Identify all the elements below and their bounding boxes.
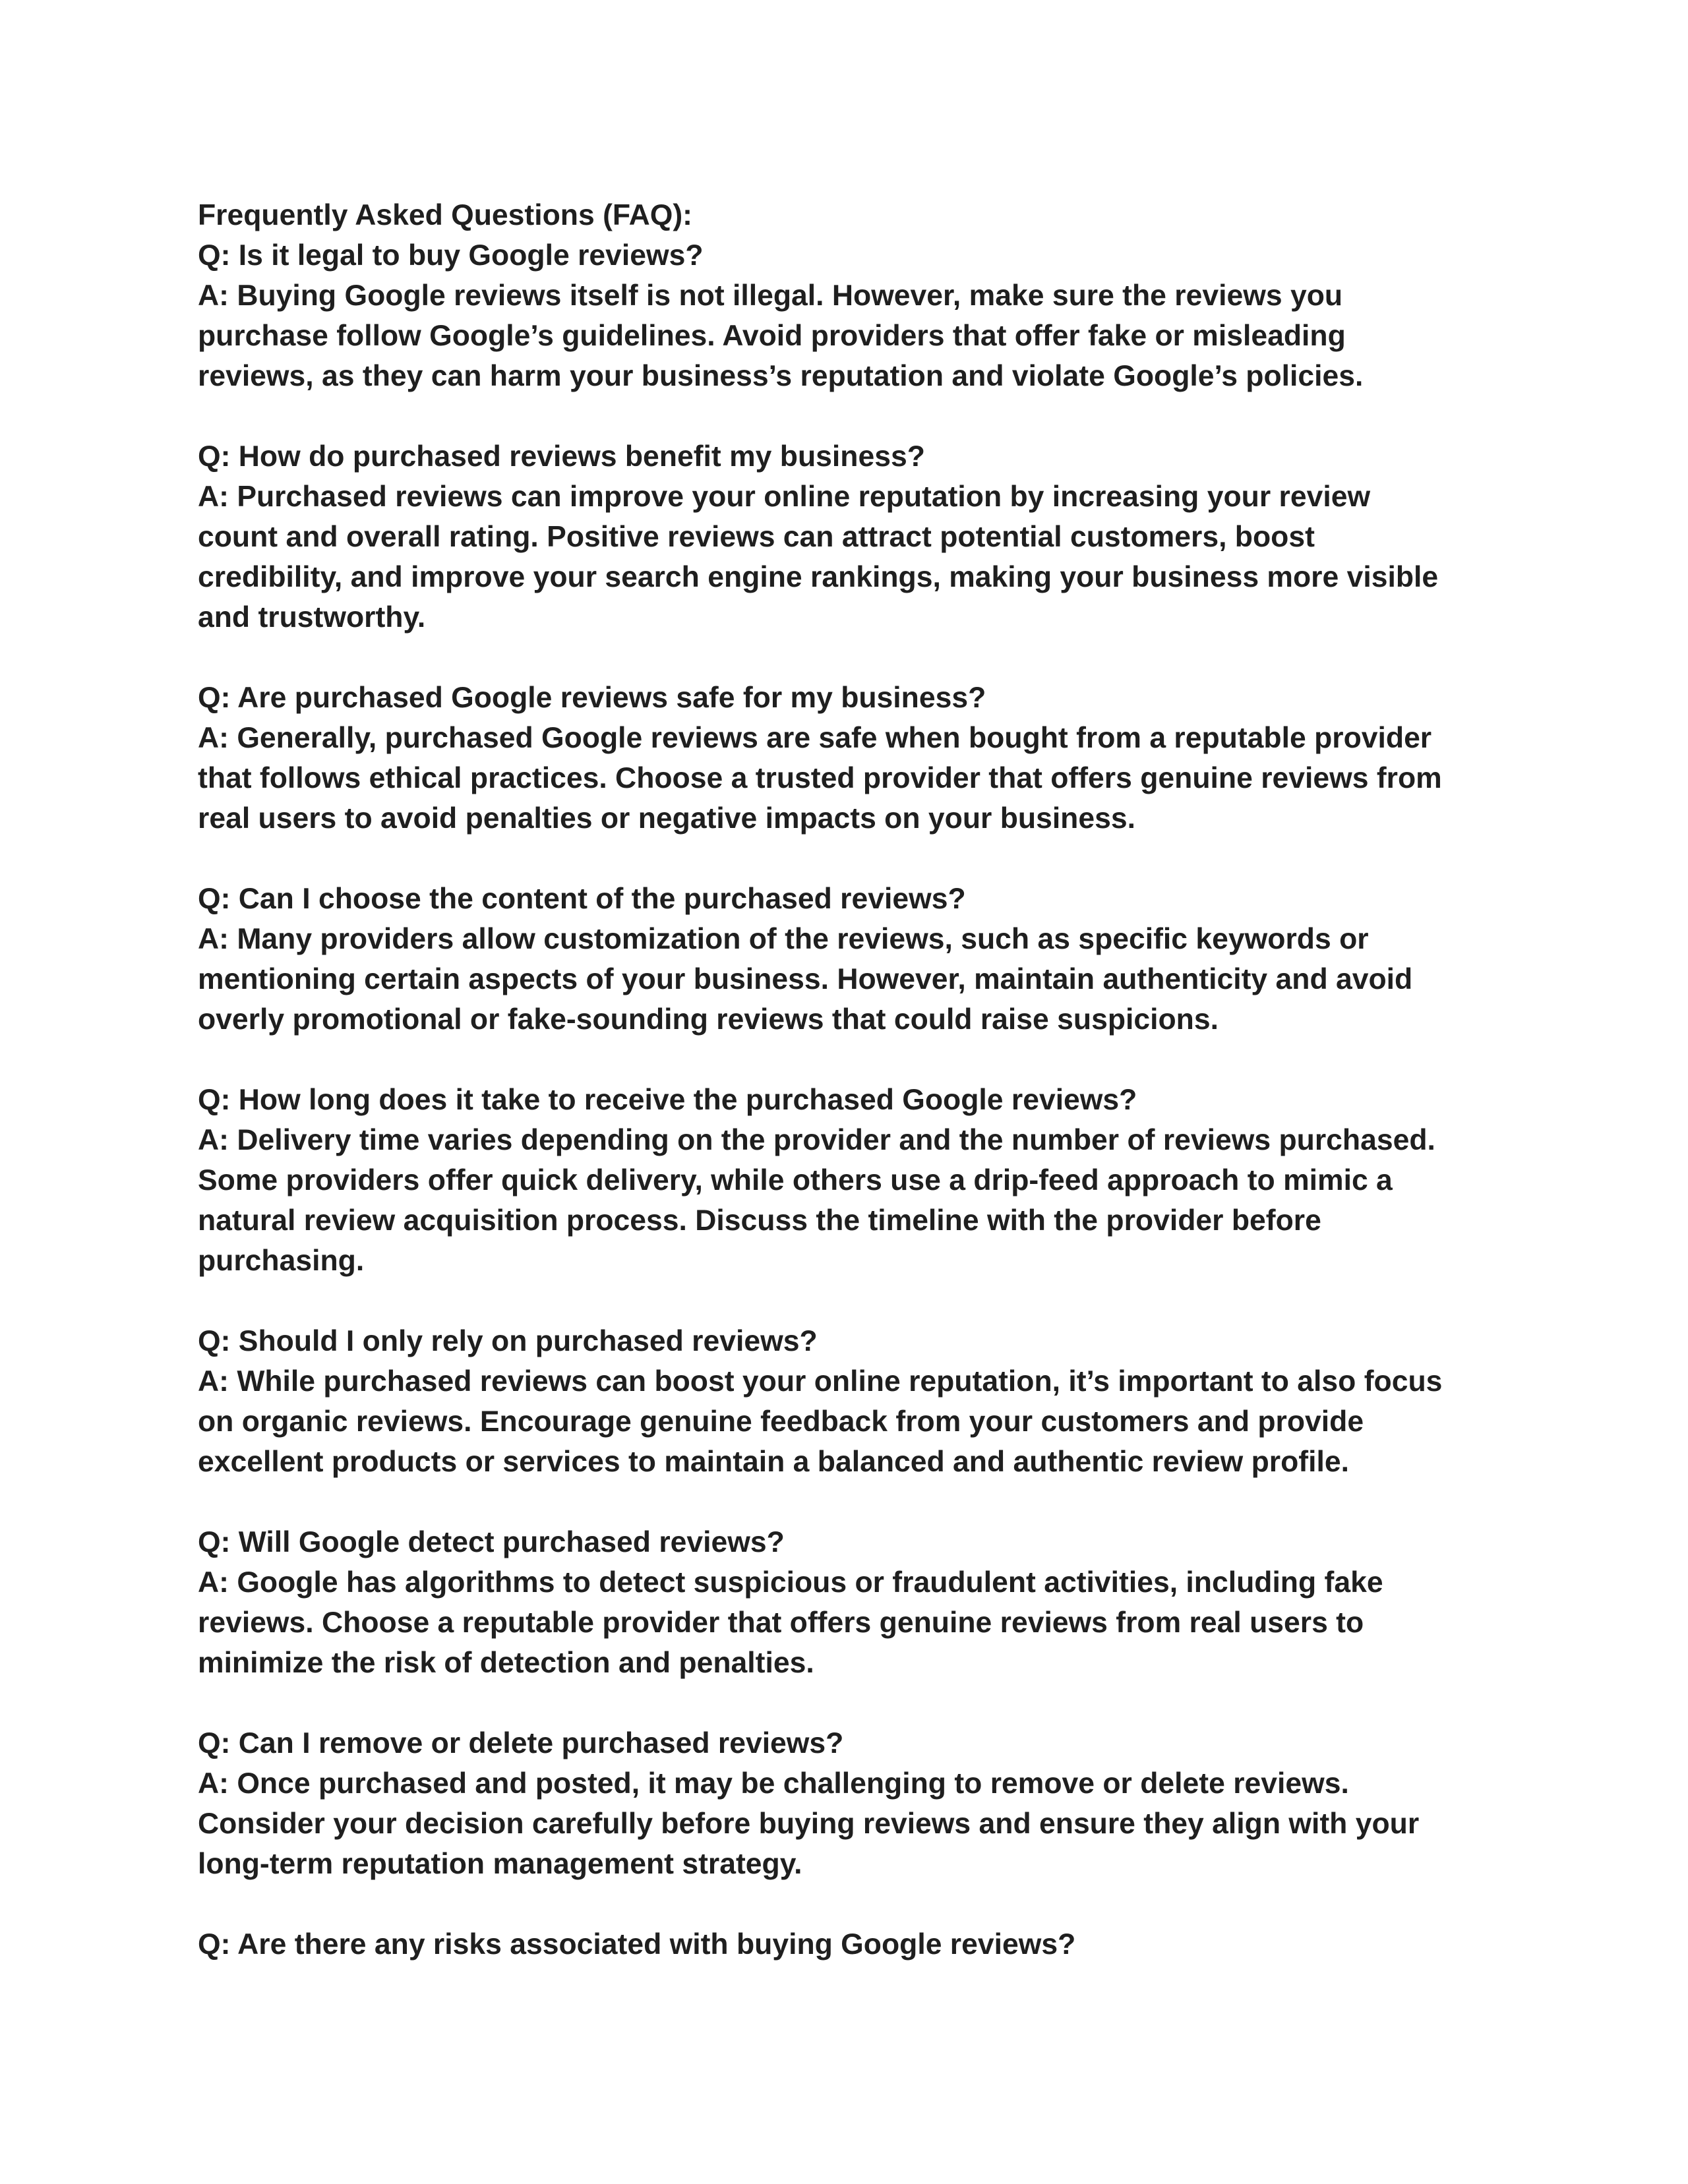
faq-question: Q: Should I only rely on purchased reviews? [198,1325,818,1357]
faq-answer-line: A: Once purchased and posted, it may be challenging to remove or delete reviews. [198,1767,1349,1800]
faq-question: Q: Will Google detect purchased reviews? [198,1526,785,1558]
faq-answer-line: purchase follow Google’s guidelines. Avoid providers that offer fake or misleading [198,320,1346,352]
paragraph-spacer [198,1040,1503,1080]
faq-content [198,195,1503,1964]
paragraph-spacer [198,637,1503,678]
faq-answer-line: real users to avoid penalties or negative impacts on your business. [198,802,1135,835]
faq-question: Q: Are there any risks associated with buying Google reviews? [198,1928,1076,1961]
faq-answer-line: excellent products or services to maintain a balanced and authentic review profile. [198,1446,1349,1478]
faq-answer-line: mentioning certain aspects of your business. However, maintain authenticity and avoid [198,963,1413,995]
faq-answer-line: reviews. Choose a reputable provider that offers genuine reviews from real users to [198,1607,1364,1639]
faq-question: Q: How long does it take to receive the purchased Google reviews? [198,1084,1137,1116]
faq-answer-line: A: Purchased reviews can improve your online reputation by increasing your review [198,481,1371,513]
faq-answer-line: A: Delivery time varies depending on the provider and the number of reviews purchased. [198,1124,1435,1156]
faq-answer-line: minimize the risk of detection and penalties. [198,1647,814,1679]
faq-question: Q: Is it legal to buy Google reviews? [198,239,704,272]
faq-answer-line: natural review acquisition process. Discuss the timeline with the provider before [198,1204,1321,1237]
faq-answer-line: on organic reviews. Encourage genuine feedback from your customers and provide [198,1405,1364,1438]
faq-question: Q: Are purchased Google reviews safe for my business? [198,682,986,714]
paragraph-spacer [198,1281,1503,1321]
faq-answer-line: and trustworthy. [198,601,426,634]
paragraph-spacer [198,396,1503,436]
faq-heading: Frequently Asked Questions (FAQ): [198,199,693,231]
faq-answer-line: reviews, as they can harm your business’s reputation and violate Google’s policies. [198,360,1364,392]
faq-answer-line: Consider your decision carefully before buying reviews and ensure they align with your [198,1808,1420,1840]
faq-answer-line: A: Buying Google reviews itself is not illegal. However, make sure the reviews you [198,280,1343,312]
paragraph-spacer [198,1683,1503,1723]
paragraph-spacer [198,1884,1503,1924]
faq-answer-line: overly promotional or fake-sounding reviews that could raise suspicions. [198,1003,1219,1036]
faq-answer-line: A: Google has algorithms to detect suspicious or fraudulent activities, including fake [198,1566,1383,1599]
faq-answer-line: credibility, and improve your search engine rankings, making your business more visible [198,561,1439,593]
faq-answer-line: Some providers offer quick delivery, while others use a drip-feed approach to mimic a [198,1164,1393,1196]
faq-answer-line: A: Many providers allow customization of the reviews, such as specific keywords or [198,923,1369,955]
faq-answer-line: count and overall rating. Positive reviews can attract potential customers, boost [198,521,1315,553]
faq-question: Q: Can I remove or delete purchased reviews? [198,1727,844,1759]
paragraph-spacer [198,839,1503,879]
faq-question: Q: How do purchased reviews benefit my business? [198,440,925,473]
faq-question: Q: Can I choose the content of the purchased reviews? [198,883,966,915]
faq-answer-line: long-term reputation management strategy. [198,1848,802,1880]
faq-answer-line: A: While purchased reviews can boost your online reputation, it’s important to also focus [198,1365,1443,1398]
paragraph-spacer [198,1482,1503,1522]
faq-answer-line: purchasing. [198,1245,365,1277]
faq-answer-line: A: Generally, purchased Google reviews are safe when bought from a reputable provider [198,722,1432,754]
faq-answer-line: that follows ethical practices. Choose a trusted provider that offers genuine reviews from [198,762,1442,794]
